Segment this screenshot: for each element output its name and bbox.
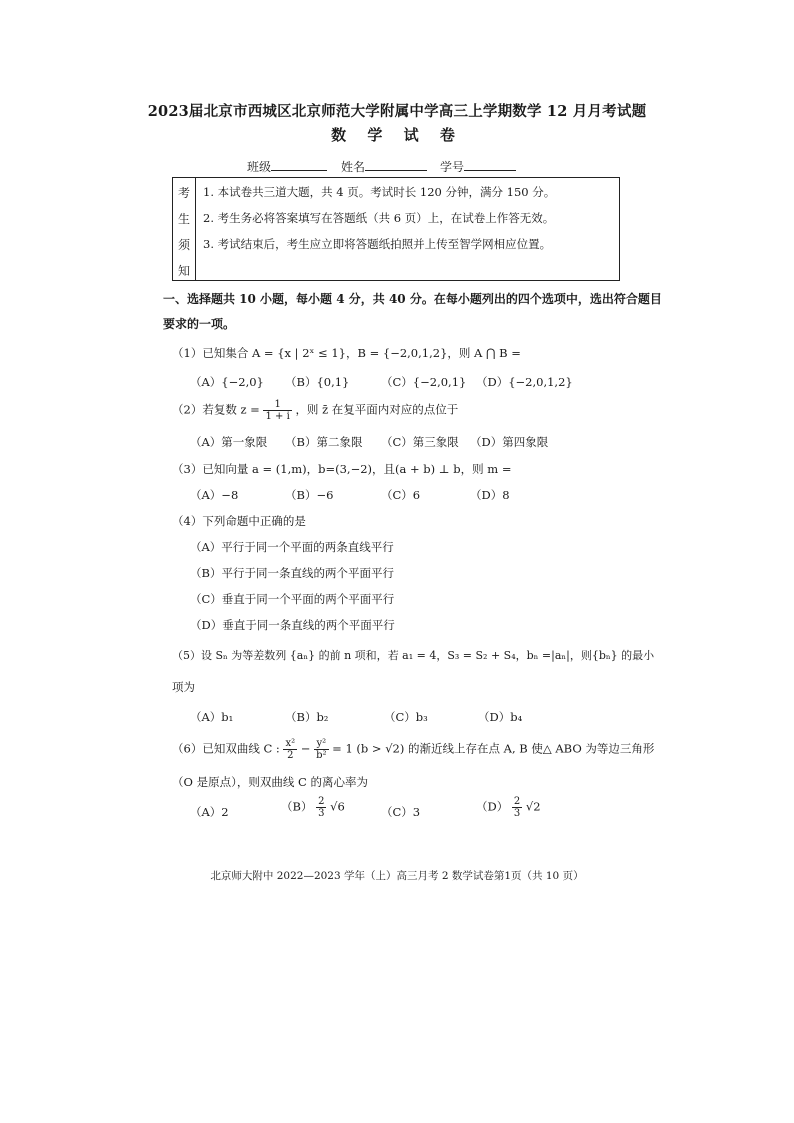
q6-option-d-den: 3 (513, 808, 521, 819)
question-2-stem (172, 399, 458, 422)
notice-side-label (173, 178, 196, 280)
q3-option-a: （A）−8 (190, 488, 239, 502)
notice-side-char: 须 (177, 238, 190, 252)
q1-option-d: （D）{−2,0,1,2} (476, 375, 573, 389)
q6-frac2-num: y² (314, 738, 328, 750)
q6-option-b-label: （B） (281, 799, 313, 814)
notice-side-char: 知 (177, 264, 190, 278)
q4-option-b: （B）平行于同一条直线的两个平面平行 (190, 566, 394, 580)
q6-option-b-fraction (316, 796, 326, 819)
q4-option-c: （C）垂直于同一个平面的两个平面平行 (190, 592, 395, 606)
class-label: 班级 (247, 160, 272, 174)
q6-frac2-den: b² (316, 750, 327, 761)
notice-side-char: 考 (177, 186, 190, 200)
q6-option-d-fraction (512, 796, 522, 819)
page-footer: 北京师大附中 2022—2023 学年（上）高三月考 2 数学试卷第1页（共 10 页） (210, 870, 584, 882)
name-field (341, 158, 427, 175)
q6-option-d-radical: √2 (525, 799, 541, 814)
q5-option-d: （D）b₄ (478, 710, 523, 724)
q6-option-d-label: （D） (476, 799, 509, 814)
q2-frac-den: 1 + i (265, 411, 290, 422)
q5-option-a: （A）b₁ (190, 710, 234, 724)
question-5-stem-cont: 项为 (172, 680, 195, 694)
notice-item: 1. 本试卷共三道大题，共 4 页。考试时长 120 分钟，满分 150 分。 (203, 185, 556, 199)
q6-fraction-y (314, 738, 328, 761)
q1-option-b: （B）{0,1} (285, 375, 350, 389)
question-3-stem: （3）已知向量 a = (1,m)，b=(3,−2)，且(a + b) ⊥ b，则 m = (172, 462, 512, 476)
q6-option-b-num: 2 (318, 796, 325, 807)
question-6-stem (172, 738, 654, 761)
section-heading: 一、选择题共 10 小题，每小题 4 分，共 40 分。在每小题列出的四个选项中，选出符合题目 (163, 292, 662, 306)
student-id-field (440, 158, 516, 175)
q2-stem-start: （2）若复数 z = (172, 402, 260, 417)
q6-option-d-num: 2 (513, 796, 521, 807)
q2-option-d: （D）第四象限 (470, 435, 549, 449)
name-blank (365, 158, 427, 171)
q6-frac1-den: 2 (287, 750, 294, 761)
name-label: 姓名 (341, 160, 366, 174)
exam-title: 2023届北京市西城区北京师范大学附属中学高三上学期数学 12 月月考试题 (147, 103, 647, 120)
q3-option-b: （B）−6 (285, 488, 334, 502)
student-id-label: 学号 (440, 160, 465, 174)
paper-subtitle: 数 学 试 卷 (331, 126, 463, 144)
q6-option-c: （C）3 (381, 805, 421, 819)
q6-fraction-x (283, 738, 297, 761)
q1-option-a: （A）{−2,0} (190, 375, 264, 389)
q2-option-a: （A）第一象限 (190, 435, 268, 449)
class-blank (271, 158, 327, 171)
notice-item: 2. 考生务必将答案填写在答题纸（共 6 页）上，在试卷上作答无效。 (203, 211, 555, 225)
section-heading-cont: 要求的一项。 (163, 317, 236, 331)
q6-stem-start: （6）已知双曲线 C : (172, 741, 280, 756)
q2-frac-num: 1 (263, 399, 291, 411)
q6-option-d (476, 796, 541, 819)
q6-frac1-num: x² (285, 738, 296, 749)
q4-option-a: （A）平行于同一个平面的两条直线平行 (190, 540, 394, 554)
class-field (247, 158, 327, 175)
q3-option-d: （D）8 (470, 488, 510, 502)
q5-option-b: （B）b₂ (285, 710, 329, 724)
q6-option-b-den: 3 (318, 808, 325, 819)
question-6-stem-cont: （O 是原点），则双曲线 C 的离心率为 (172, 775, 368, 789)
q6-option-b-radical: √6 (330, 799, 345, 814)
q6-option-b (281, 796, 345, 819)
q4-option-d: （D）垂直于同一条直线的两个平面平行 (190, 618, 395, 632)
q2-option-b: （B）第二象限 (285, 435, 363, 449)
q2-fraction (263, 399, 291, 422)
q6-minus: − (300, 741, 311, 756)
exam-notice-box (172, 177, 620, 281)
q1-option-c: （C）{−2,0,1} (381, 375, 467, 389)
student-id-blank (464, 158, 516, 171)
q6-option-a: （A）2 (190, 805, 229, 819)
q2-stem-end: ，则 z̄ 在复平面内对应的点位于 (295, 402, 459, 417)
q3-option-c: （C）6 (381, 488, 421, 502)
q6-stem-end: = 1 (b > √2) 的渐近线上存在点 A, B 使△ ABO 为等边三角形 (332, 741, 655, 756)
q5-option-c: （C）b₃ (384, 710, 428, 724)
question-4-stem: （4）下列命题中正确的是 (172, 514, 306, 528)
notice-item: 3. 考试结束后，考生应立即将答题纸拍照并上传至智学网相应位置。 (203, 237, 552, 251)
question-5-stem: （5）设 Sₙ 为等差数列 {aₙ} 的前 n 项和，若 a₁ = 4，S₃ = S₂ + S₄，bₙ =|aₙ|，则{bₙ} 的最小 (172, 649, 655, 662)
q2-option-c: （C）第三象限 (381, 435, 459, 449)
notice-side-char: 生 (177, 212, 190, 226)
question-1-stem: （1）已知集合 A = {x | 2ˣ ≤ 1}，B = {−2,0,1,2}，则 A ⋂ B = (172, 346, 521, 360)
